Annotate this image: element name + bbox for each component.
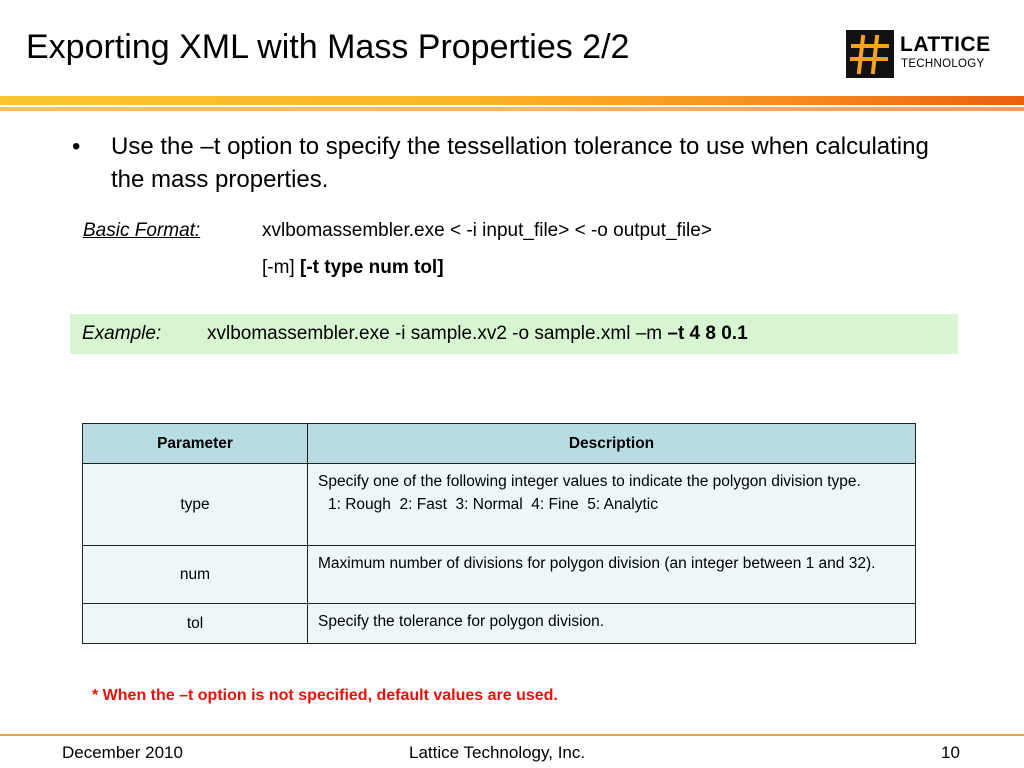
division-type-options: 1: Rough 2: Fast 3: Normal 4: Fine 5: Analytic <box>328 496 658 513</box>
table-header-row <box>83 424 916 464</box>
page-number: 10 <box>941 743 960 762</box>
table-row <box>83 604 916 644</box>
parameter-cell: tol <box>83 604 308 644</box>
example-command-t-option: –t 4 8 0.1 <box>667 323 748 344</box>
footnote: * When the –t option is not specified, default values are used. <box>92 687 558 704</box>
example-box <box>70 314 958 354</box>
slide-title: Exporting XML with Mass Properties 2/2 <box>26 28 630 66</box>
logo-wordmark-secondary: TECHNOLOGY <box>901 58 985 70</box>
parameter-cell: type <box>83 464 308 546</box>
example-command <box>207 314 748 354</box>
description-cell <box>308 464 916 546</box>
example-label: Example: <box>82 323 162 344</box>
description-cell: Specify the tolerance for polygon division. <box>308 604 916 644</box>
header-accent-line <box>0 107 1024 111</box>
basic-format-line-2 <box>262 257 444 279</box>
lattice-logo-icon <box>846 30 894 78</box>
bullet-marker: • <box>72 133 81 160</box>
basic-format-label: Basic Format: <box>83 220 201 241</box>
footer-divider <box>0 734 1024 736</box>
header-accent-bar <box>0 96 1024 105</box>
table-row <box>83 546 916 604</box>
description-cell: Maximum number of divisions for polygon division (an integer between 1 and 32). <box>308 546 916 604</box>
footer-company: Lattice Technology, Inc. <box>409 743 586 762</box>
parameter-cell: num <box>83 546 308 604</box>
parameter-table <box>82 423 916 644</box>
basic-format-line-1: xvlbomassembler.exe < -i input_file> < -o output_file> <box>262 220 712 241</box>
description-text: Specify one of the following integer values to indicate the polygon division type. <box>318 473 861 490</box>
bullet-text: Use the –t option to specify the tessellation tolerance to use when calculating the mass properties. <box>111 133 929 193</box>
lattice-logo <box>846 30 996 78</box>
table-row <box>83 464 916 546</box>
logo-wordmark-primary: LATTICE <box>900 33 991 56</box>
basic-format-option-m: [-m] <box>262 257 300 278</box>
column-header-parameter: Parameter <box>83 424 308 464</box>
column-header-description: Description <box>308 424 916 464</box>
basic-format-option-t: [-t type num tol] <box>300 257 444 278</box>
footer-date: December 2010 <box>62 743 183 762</box>
example-command-main: xvlbomassembler.exe -i sample.xv2 -o sample.xml –m <box>207 323 668 344</box>
